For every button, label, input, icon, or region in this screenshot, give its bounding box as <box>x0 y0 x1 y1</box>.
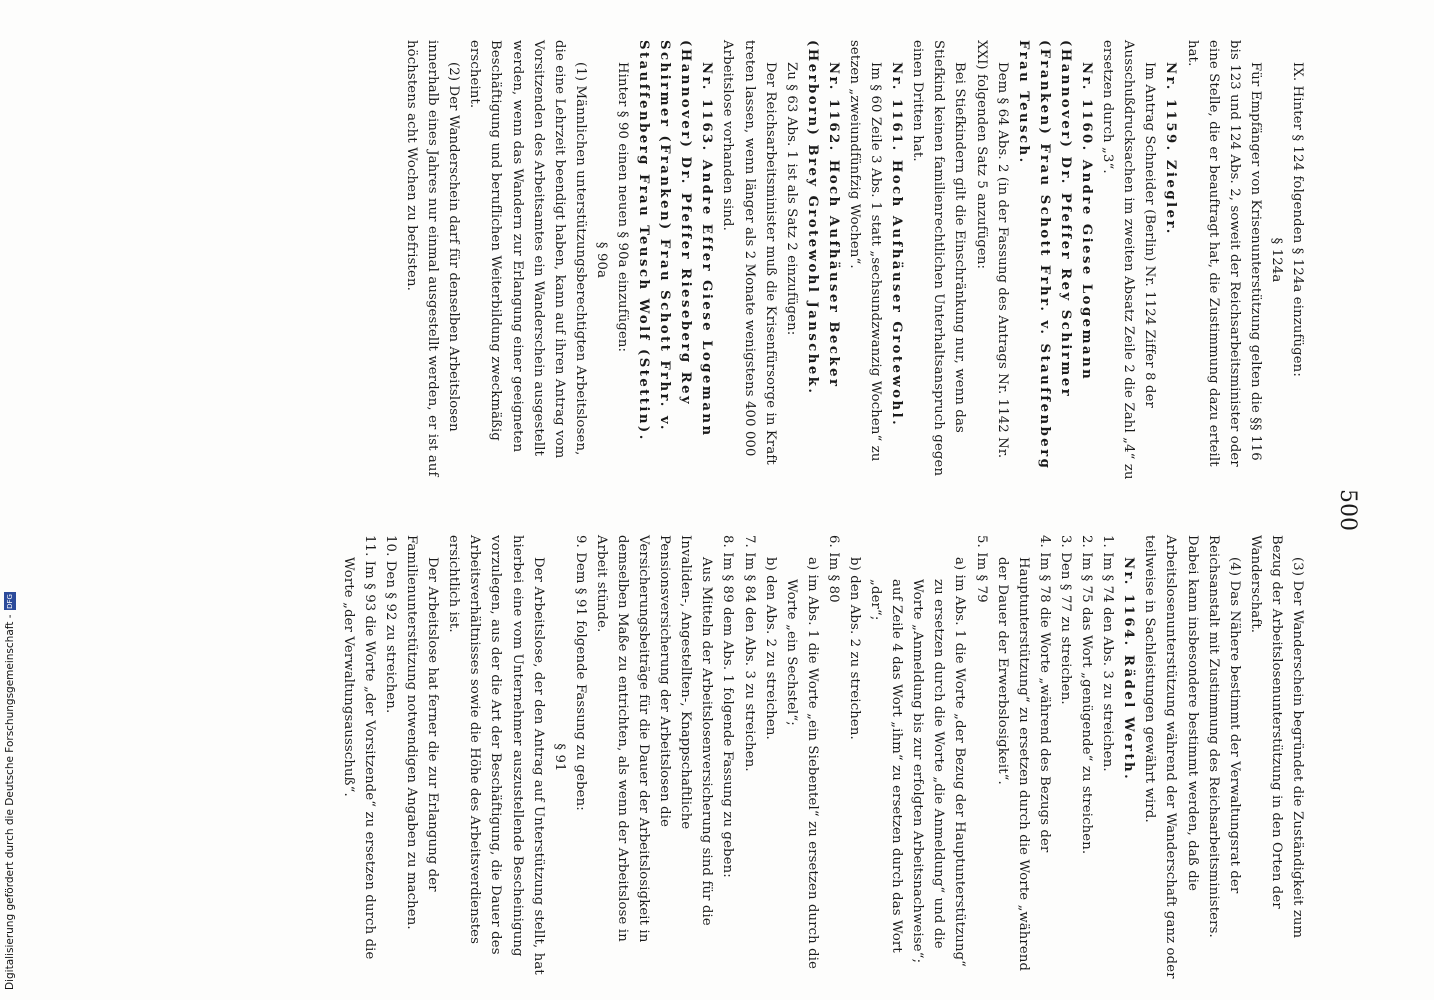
section-heading: § 90a <box>593 241 609 279</box>
paragraph: (3) Der Wanderschein begründet die Zuständigkeit zum Bezug der Arbeitslosenunterstützung in den Orten der Wanderschaft. <box>1247 535 1305 939</box>
paragraph: Der Reichsarbeitsminister muß die Krisenfürsorge in Kraft treten lassen, wenn länger als 2 Monate wenigstens 400 000 Arbeitslose vorhanden sind. <box>720 40 778 465</box>
credit-text: Digitalisierung gefördert durch die Deutsche Forschungsgemeinschaft - <box>4 614 16 990</box>
left-column <box>401 40 1308 480</box>
paragraph: 6. Im § 80 <box>825 535 841 603</box>
paragraph: b) den Abs. 2 zu streichen. <box>847 557 863 740</box>
paragraph: 8. Im § 89 dem Abs. 1 folgende Fassung zu geben: <box>720 535 736 878</box>
motion-heading: Nr. 1164. Rädel Werth. <box>1121 557 1137 782</box>
page-number: 500 <box>1335 489 1360 531</box>
paragraph: Im § 60 Zeile 3 Abs. 1 statt „sechsundzwanzig Wochen“ zu setzen „zweiundfünfzig Wochen“. <box>847 40 884 462</box>
motion-heading: Nr. 1160. Andre Giese Logemann (Hannover) Dr. Pfeffer Rey Schirmer (Franken) Frau Schott Frhr. v. Stauffenberg Frau Teusch. <box>1015 40 1095 471</box>
paragraph: (1) Männlichen unterstützungsberechtigten Arbeitslosen, die eine Lehrzeit beendigt haben, kann auf ihren Antrag vom Vorsitzenden des Arbeitsamtes ein Wanderschein ausgestellt werden, wenn das Wandern zur Erlangung einer geeigneten Beschäftigung und beruflichen Weiterbildung zweckmäßig erscheint. <box>467 40 588 459</box>
paragraph: (2) Der Wanderschein darf für denselben Arbeitslosen innerhalb eines Jahres nur einmal ausgestellt werden, er ist auf höchstens acht Wochen zu befristen. <box>404 40 462 477</box>
paragraph: 10. Den § 92 zu streichen. <box>382 535 398 714</box>
paragraph: 7. Im § 84 den Abs. 3 zu streichen. <box>741 535 757 772</box>
paragraph: Für Empfänger von Krisenunterstützung gelten die §§ 116 bis 123 und 124 Abs. 2, soweit der Reichsarbeitsminister oder eine Stelle, die er beauftragt hat, die Zustimmung dazu erteilt hat. <box>1184 40 1263 467</box>
paragraph: Der Arbeitslose hat ferner die zur Erlangung der Familienunterstützung notwendigen Angaben zu machen. <box>404 535 441 930</box>
paragraph: 1. Im § 74 den Abs. 3 zu streichen. <box>1100 535 1116 772</box>
paragraph: Dem § 64 Abs. 2 (in der Fassung des Antrags Nr. 1142 Nr. XXI) folgenden Satz 5 anzufügen: <box>973 40 1010 459</box>
motion-heading: Nr. 1161. Hoch Aufhäuser Grotewohl. <box>889 62 905 428</box>
paragraph: IX. Hinter § 124 folgenden § 124a einzufügen: <box>1290 62 1305 377</box>
digitization-credit <box>4 592 16 990</box>
paragraph: Hinter § 90 einen neuen § 90a einzufügen: <box>615 62 630 353</box>
paragraph: Aus Mitteln der Arbeitslosenversicherung sind für die Invaliden-, Angestellten-, Knappschaftliche Pensionsversicherung der Arbeitslosen die Versicherungsbeiträge für die Dauer der Arbeitslosigkeit in demselben Maße zu entrichten, als wenn der Arbeitslose in Arbeit stünde. <box>593 535 715 943</box>
paragraph: 9. Dem § 91 folgende Fassung zu geben: <box>572 535 588 811</box>
paragraph: Bei Stiefkindern gilt die Einschränkung nur, wenn das Stiefkind keinen familienrechtlichen Unterhaltsanspruch gegen einen Dritten hat. <box>910 40 968 477</box>
motion-heading: Nr. 1163. Andre Effer Giese Logemann (Hannover) Dr. Pfeffer Rieseberg Rey Schirmer (Franken) Frau Schott Frhr. v. Stauffenberg Frau Teusch Wolf (Stettin). <box>636 40 715 442</box>
right-column <box>338 535 1308 980</box>
paragraph: a) im Abs. 1 die Worte „ein Siebentel“ zu ersetzen durch die Worte „ein Sechstel“; <box>783 557 820 970</box>
paragraph: 5. Im § 79 <box>973 535 989 603</box>
paragraph: 4. Im § 78 die Worte „während des Bezugs der Hauptunterstützung“ zu ersetzen durch die Worte „während der Dauer der Erwerbslosigkeit“. <box>994 535 1052 972</box>
section-heading: § 91 <box>551 743 567 772</box>
rotated-page-content <box>195 40 1360 980</box>
motion-heading: Nr. 1159. Ziegler. <box>1163 62 1179 236</box>
section-heading: § 124a <box>1268 237 1284 283</box>
paragraph: 2. Im § 75 das Wort „genügende“ zu streichen. <box>1079 535 1095 855</box>
paragraph: Zu § 63 Abs. 1 ist als Satz 2 einzufügen: <box>783 62 799 336</box>
dfg-logo-icon: DFG <box>6 594 14 609</box>
paragraph: b) den Abs. 2 zu streichen. <box>762 557 778 740</box>
motion-heading: Nr. 1162. Hoch Aufhäuser Becker (Herborn) Brey Grotewohl Janschek. <box>804 40 841 396</box>
paragraph: a) im Abs. 1 die Worte „der Bezug der Hauptunterstützung“ zu ersetzen durch die Worte „die Anmeldung“ und die Worte „Anmeldung bis zur erfolgten Arbeitsnachweise“; auf Zeile 4 das Wort „ihm“ zu ersetzen durch das Wort „der“; <box>868 557 968 968</box>
paragraph: 11. Im § 93 die Worte „der Vorsitzende“ zu ersetzen durch die Worte „der Verwaltungsausschuß“. <box>340 535 377 960</box>
paragraph: 3. Den § 77 zu streichen. <box>1057 535 1073 705</box>
paragraph: Im Antrag Schneider (Berlin) Nr. 1124 Ziffer 8 der Ausschußdrucksachen im zweiten Absatz Zeile 2 die Zahl „4“ zu ersetzen durch „3“. <box>1100 40 1158 480</box>
paragraph: Der Arbeitslose, der den Antrag auf Unterstützung stellt, hat hierbei eine vom Unternehmer auszustellende Bescheinigung vorzulegen, aus der die Art der Beschäftigung, die Dauer des Arbeitsverhältnisses sowie die Höhe des Arbeitsverdienstes ersichtlich ist. <box>446 535 546 975</box>
paragraph: (4) Das Nähere bestimmt der Verwaltungsrat der Reichsanstalt mit Zustimmung des Reichsarbeitsministers. Dabei kann insbesondere bestimmt werden, daß die Arbeitslosenunterstützung während der Wanderschaft ganz oder teilweise in Sachleistungen gewährt wird. <box>1142 535 1242 979</box>
